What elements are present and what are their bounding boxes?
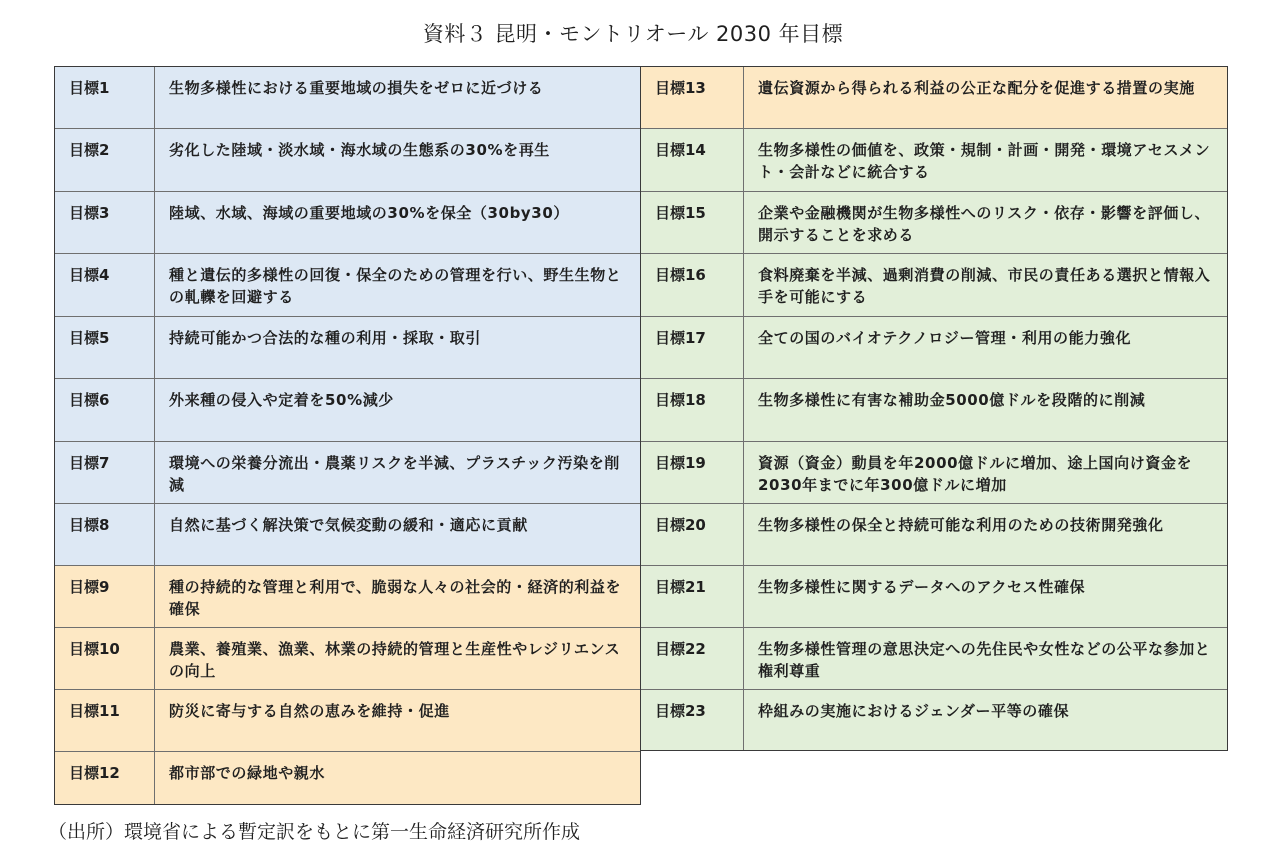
target-id: 目標8: [55, 504, 155, 565]
table-row: [641, 192, 1227, 254]
target-id: 目標4: [55, 254, 155, 316]
target-id: 目標3: [55, 192, 155, 253]
target-text: 全ての国のバイオテクノロジー管理・利用の能力強化: [758, 329, 1132, 347]
table-row: [55, 628, 640, 690]
target-text: 都市部での緑地や親水: [169, 764, 326, 782]
target-text: 資源（資金）動員を年2000億ドルに増加、途上国向け資金を2030年までに年300億ドルに増加: [758, 454, 1193, 494]
targets-table-left: [54, 66, 641, 805]
target-id: 目標22: [641, 628, 744, 689]
target-text: 種と遺伝的多様性の回復・保全のための管理を行い、野生生物との軋轢を回避する: [169, 266, 622, 306]
target-text: 種の持続的な管理と利用で、脆弱な人々の社会的・経済的利益を確保: [169, 578, 622, 618]
target-id: 目標9: [55, 566, 155, 627]
table-row: [641, 504, 1227, 566]
page-title: 資料３ 昆明・モントリオール 2030 年目標: [422, 22, 844, 46]
table-row: [641, 317, 1227, 379]
target-id: 目標13: [641, 67, 744, 128]
target-text: 生物多様性における重要地域の損失をゼロに近づける: [169, 79, 544, 97]
table-row: [55, 254, 640, 317]
target-text: 外来種の侵入や定着を50%減少: [169, 391, 394, 409]
target-id: 目標12: [55, 752, 155, 804]
target-text: 生物多様性に有害な補助金5000億ドルを段階的に削減: [758, 391, 1146, 409]
target-id: 目標6: [55, 379, 155, 441]
target-id: 目標11: [55, 690, 155, 751]
target-id: 目標7: [55, 442, 155, 503]
target-id: 目標1: [55, 67, 155, 128]
target-id: 目標10: [55, 628, 155, 689]
target-id: 目標20: [641, 504, 744, 565]
table-row: [55, 129, 640, 192]
target-id: 目標14: [641, 129, 744, 191]
target-id: 目標2: [55, 129, 155, 191]
target-id: 目標16: [641, 254, 744, 316]
target-id: 目標19: [641, 442, 744, 503]
table-row: [55, 690, 640, 752]
target-text: 企業や金融機関が生物多様性へのリスク・依存・影響を評価し、開示することを求める: [758, 204, 1211, 244]
target-text: 食料廃棄を半減、過剰消費の削減、市民の責任ある選択と情報入手を可能にする: [758, 266, 1211, 306]
table-row: [55, 317, 640, 379]
table-row: [641, 442, 1227, 504]
target-id: 目標5: [55, 317, 155, 378]
target-text: 生物多様性に関するデータへのアクセス性確保: [758, 578, 1086, 596]
target-text: 環境への栄養分流出・農薬リスクを半減、プラスチック汚染を削減: [169, 454, 620, 494]
table-row: [641, 566, 1227, 628]
targets-table-right: [640, 66, 1228, 751]
table-row: [641, 254, 1227, 317]
table-row: [55, 504, 640, 566]
table-row: [641, 129, 1227, 192]
target-text: 生物多様性管理の意思決定への先住民や女性などの公平な参加と権利尊重: [758, 640, 1211, 680]
table-row: [55, 752, 640, 804]
target-text: 遺伝資源から得られる利益の公正な配分を促進する措置の実施: [758, 79, 1195, 97]
source-note: （出所）環境省による暫定訳をもとに第一生命経済研究所作成: [48, 821, 581, 843]
target-text: 枠組みの実施におけるジェンダー平等の確保: [758, 702, 1070, 720]
target-id: 目標21: [641, 566, 744, 627]
table-row: [55, 442, 640, 504]
target-id: 目標17: [641, 317, 744, 378]
table-row: [641, 67, 1227, 129]
table-row: [55, 67, 640, 129]
table-row: [641, 628, 1227, 690]
target-text: 防災に寄与する自然の恵みを維持・促進: [169, 702, 450, 720]
table-row: [641, 379, 1227, 442]
target-text: 生物多様性の価値を、政策・規制・計画・開発・環境アセスメント・会計などに統合する: [758, 141, 1211, 181]
target-id: 目標15: [641, 192, 744, 253]
target-text: 陸域、水域、海域の重要地域の30%を保全（30by30）: [169, 204, 569, 222]
target-text: 生物多様性の保全と持続可能な利用のための技術開発強化: [758, 516, 1164, 534]
target-text: 農業、養殖業、漁業、林業の持続的管理と生産性やレジリエンスの向上: [169, 640, 621, 680]
table-row: [55, 379, 640, 442]
target-text: 持続可能かつ合法的な種の利用・採取・取引: [169, 329, 482, 347]
table-row: [641, 690, 1227, 750]
target-id: 目標23: [641, 690, 744, 750]
table-row: [55, 192, 640, 254]
target-text: 自然に基づく解決策で気候変動の緩和・適応に貢献: [169, 516, 528, 534]
target-text: 劣化した陸域・淡水域・海水域の生態系の30%を再生: [169, 141, 550, 159]
table-row: [55, 566, 640, 628]
target-id: 目標18: [641, 379, 744, 441]
